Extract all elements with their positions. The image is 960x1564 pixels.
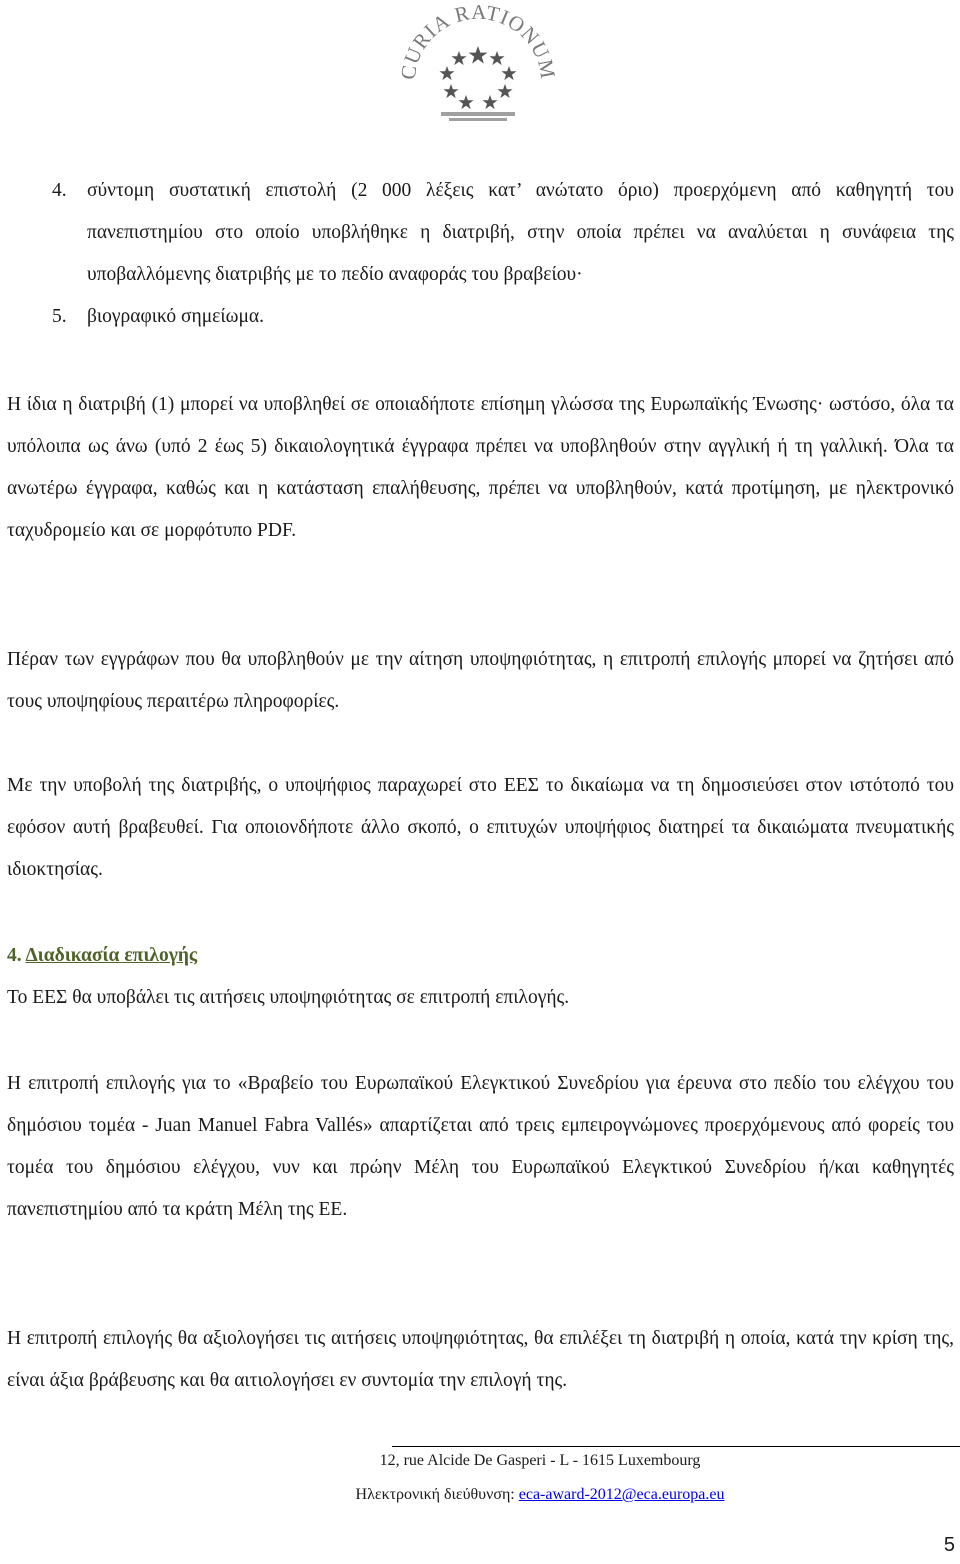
- list-item-text: βιογραφικό σημείωμα.: [87, 306, 264, 327]
- section-title: Διαδικασία επιλογής: [25, 945, 198, 966]
- list-item-text: σύντομη συστατική επιστολή (2 000 λέξεις κατ’ ανώτατο όριο) προερχόμενη από καθηγητή του πανεπιστημίου στο οποίο υποβλήθηκε η διατριβή, στην οποία πρέπει να αναλύεται η συνάφεια της υποβαλλόμενης διατριβής με το πεδίο αναφοράς του βραβείου·: [87, 180, 954, 285]
- footer-address: 12, rue Alcide De Gasperi - L - 1615 Luxembourg: [379, 1452, 701, 1469]
- footer-email-link[interactable]: eca-award-2012@eca.europa.eu: [518, 1486, 725, 1503]
- paragraph-language-requirements: Η ίδια η διατριβή (1) μπορεί να υποβληθεί σε οποιαδήποτε επίσημη γλώσσα της Ευρωπαϊκής Ένωσης· ωστόσο, όλα τα υπόλοιπα ως άνω (υπό 2 έως 5) δικαιολογητικά έγγραφα πρέπει να υποβληθούν στην αγγλική ή τη γαλλική. Όλα τα ανωτέρω έγγραφα, καθώς και η κατάσταση επαλήθευσης, πρέπει να υποβληθούν, κατά προτίμηση, με ηλεκτρονικό ταχυδρομείο και σε μορφότυπο PDF.: [7, 394, 954, 541]
- logo-emblem-icon: [393, 0, 563, 122]
- svg-text:CURIA RATIONUM: [396, 0, 561, 81]
- footer-contact: [280, 1484, 800, 1506]
- section-number: 4.: [7, 945, 22, 966]
- footer-divider: [392, 1446, 960, 1447]
- footer-email-label: Ηλεκτρονική διεύθυνση:: [355, 1486, 515, 1503]
- paragraph-committee-evaluation: Η επιτροπή επιλογής θα αξιολογήσει τις αιτήσεις υποψηφιότητας, θα επιλέξει τη διατριβή η οποία, κατά την κρίση της, είναι άξια βράβευσης και θα αιτιολογήσει εν συντομία την επιλογή της.: [7, 1328, 954, 1391]
- paragraph-selection-committee: Το ΕΕΣ θα υποβάλει τις αιτήσεις υποψηφιότητας σε επιτροπή επιλογής.: [7, 987, 570, 1008]
- paragraph-publication-rights: Με την υποβολή της διατριβής, ο υποψήφιος παραχωρεί στο ΕΕΣ το δικαίωμα να τη δημοσιεύσει στον ιστότοπό του εφόσον αυτή βραβευθεί. Για οποιονδήποτε άλλο σκοπό, ο επιτυχών υποψήφιος διατηρεί τα δικαιώματα πνευματικής ιδιοκτησίας.: [7, 775, 954, 880]
- section-heading: [7, 935, 197, 977]
- paragraph-committee-composition: Η επιτροπή επιλογής για το «Βραβείο του Ευρωπαϊκού Ελεγκτικού Συνεδρίου για έρευνα στο πεδίο του ελέγχου του δημόσιου τομέα - Juan Manuel Fabra Vallés» απαρτίζεται από τρεις εμπειρογνώμονες προερχόμενους από φορείς του τομέα του δημόσιου ελέγχου, νυν και πρώην Μέλη του Ευρωπαϊκού Ελεγκτικού Συνεδρίου ή/και καθηγητές πανεπιστημίου από τα κράτη Μέλη της ΕΕ.: [7, 1073, 954, 1220]
- curia-rationum-logo: [393, 0, 563, 122]
- logo-text: CURIA RATIONUM: [395, 0, 561, 82]
- list-item-number: 4.: [52, 180, 67, 201]
- page-number: 5: [943, 1534, 955, 1556]
- list-item-number: 5.: [52, 306, 67, 327]
- paragraph-additional-info: Πέραν των εγγράφων που θα υποβληθούν με την αίτηση υποψηφιότητας, η επιτροπή επιλογής μπορεί να ζητήσει από τους υποψηφίους περαιτέρω πληροφορίες.: [7, 649, 954, 712]
